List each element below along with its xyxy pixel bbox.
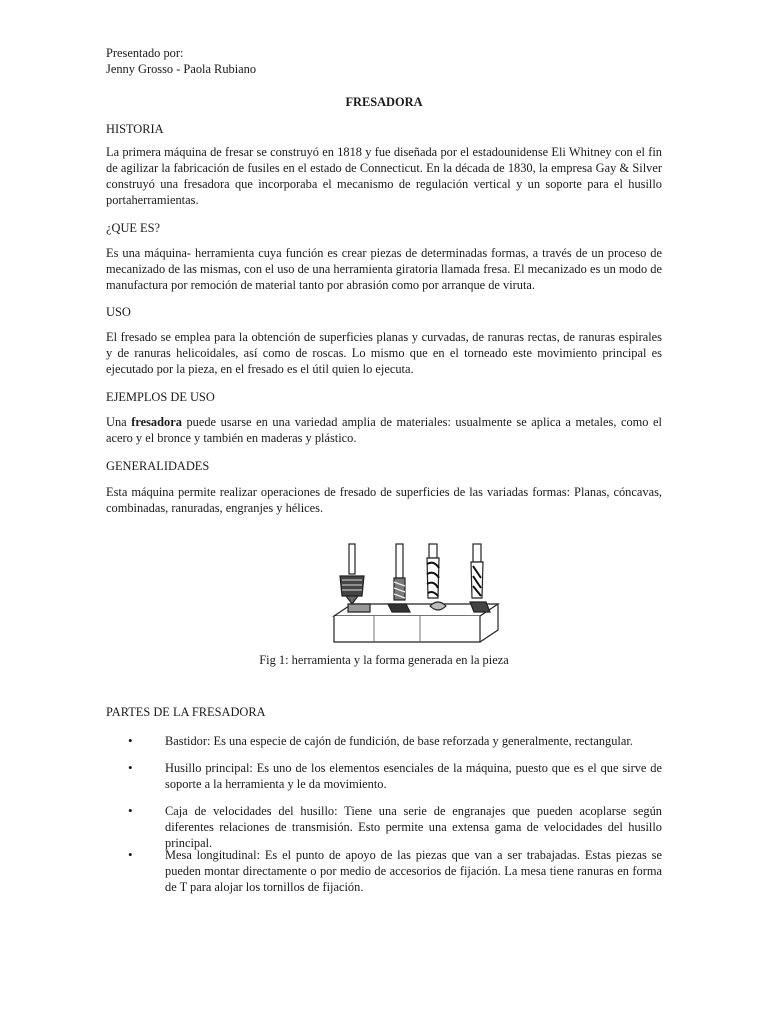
heading-que-es: ¿QUE ES? [106, 221, 161, 235]
workpiece-block [334, 602, 498, 642]
bullet-marker: • [128, 847, 133, 862]
tool-spiral-mill [427, 544, 439, 598]
list-item: Caja de velocidades del husillo: Tiene una serie de engranajes que pueden acoplarse según diferentes relaciones de transmisión. Esto permite una extensa gama de velocidades del husillo principal. [165, 804, 662, 850]
tool-face-cutter [340, 544, 364, 604]
heading-generalidades: GENERALIDADES [106, 459, 210, 473]
heading-ejemplos: EJEMPLOS DE USO [106, 390, 215, 404]
bullet-marker: • [128, 733, 133, 748]
paragraph-ejemplos [106, 414, 662, 446]
list-item: Bastidor: Es una especie de cajón de fundición, de base reforzada y generalmente, rectangular. [165, 734, 633, 748]
ejemplos-text-bold: fresadora [131, 415, 182, 429]
list-item: Husillo principal: Es uno de los elementos esenciales de la máquina, puesto que es el que sirve de soporte a la herramienta y le da movimiento. [165, 761, 662, 791]
tool-fluted-mill [471, 544, 483, 598]
ejemplos-text-post: puede usarse en una variedad amplia de materiales: usualmente se aplica a metales, como el acero y el bronce y también en maderas y plástico. [106, 415, 662, 445]
bullet-marker: • [128, 803, 133, 818]
document-title: FRESADORA [345, 95, 423, 109]
bullet-marker: • [128, 760, 133, 775]
paragraph-generalidades: Esta máquina permite realizar operaciones de fresado de superficies de las variadas formas: Planas, cóncavas, combinadas, ranuradas, engranjes y hélices. [106, 485, 662, 515]
paragraph-uso: El fresado se emplea para la obtención de superficies planas y curvadas, de ranuras rectas, de ranuras espirales y de ranuras helicoidales, así como de roscas. Lo mismo que en el torneado este movimiento principal es ejecutado por la pieza, en el fresado es el útil quien lo ejecuta. [106, 330, 662, 376]
milling-tools-figure [330, 538, 502, 646]
list-item: Mesa longitudinal: Es el punto de apoyo de las piezas que van a ser trabajadas. Estas piezas se pueden montar directamente o por medio de accesorios de fijación. La mesa tiene ranuras en forma de T para alojar los tornillos de fijación. [165, 848, 662, 894]
figure-caption: Fig 1: herramienta y la forma generada en la pieza [259, 653, 509, 667]
paragraph-que-es: Es una máquina- herramienta cuya función es crear piezas de determinadas formas, a través de un proceso de mecanizado de las mismas, con el uso de una herramienta giratoria llamada fresa. El mecanizado es un modo de manufactura por remoción de material tanto por abrasión como por arranque de viruta. [106, 246, 662, 292]
tool-slot-cutter [394, 544, 405, 600]
heading-historia: HISTORIA [106, 122, 164, 136]
ejemplos-text-pre: Una [106, 415, 132, 429]
authors: Jenny Grosso - Paola Rubiano [106, 62, 257, 76]
heading-partes: PARTES DE LA FRESADORA [106, 705, 266, 719]
heading-uso: USO [106, 305, 131, 319]
presented-by: Presentado por: [106, 46, 184, 60]
paragraph-historia: La primera máquina de fresar se construyó en 1818 y fue diseñada por el estadounidense Eli Whitney con el fin de agilizar la fabricación de fusiles en el estado de Connecticut. En la década de 1830, la empresa Gay & Silver construyó una fresadora que incorporaba el mecanismo de regulación vertical y un soporte para el husillo portaherramientas. [106, 145, 662, 207]
